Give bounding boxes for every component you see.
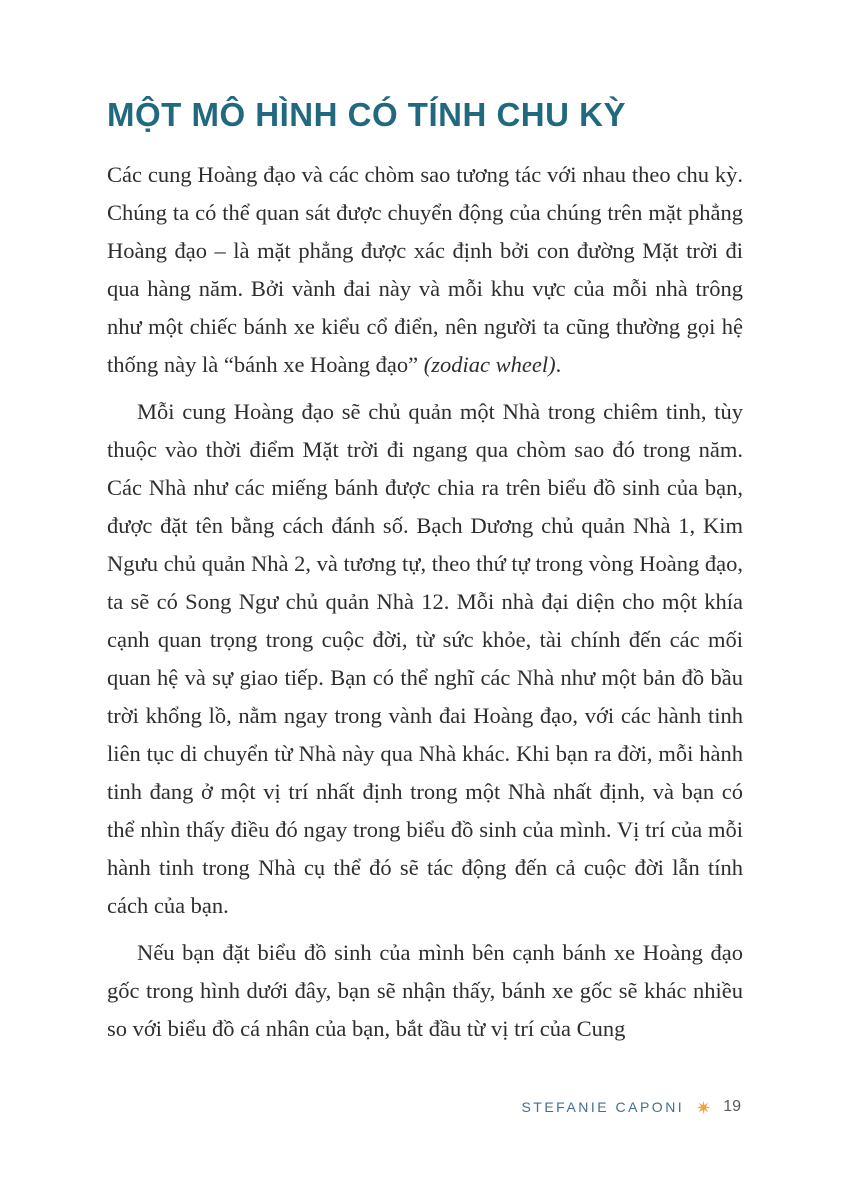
page-footer [521,1098,741,1116]
paragraph-1-italic-phrase: (zodiac wheel) [423,352,556,377]
paragraph-1-suffix: . [555,352,562,377]
sunburst-star-icon [696,1100,711,1115]
chapter-heading: MỘT MÔ HÌNH CÓ TÍNH CHU KỲ [107,96,626,133]
paragraph-2: Mỗi cung Hoàng đạo sẽ chủ quản một Nhà trong chiêm tinh, tùy thuộc vào thời điểm Mặt trời đi ngang qua chòm sao đó trong năm. Các Nhà như các miếng bánh được chia ra trên biểu đồ sinh của bạn, được đặt tên bằng cách đánh số. Bạch Dương chủ quản Nhà 1, Kim Ngưu chủ quản Nhà 2, và tương tự, theo thứ tự trong vòng Hoàng đạo, ta sẽ có Song Ngư chủ quản Nhà 12. Mỗi nhà đại diện cho một khía cạnh quan trọng trong cuộc đời, từ sức khỏe, tài chính đến các mối quan hệ và sự giao tiếp. Bạn có thể nghĩ các Nhà như một bản đồ bầu trời khổng lồ, nằm ngay trong vành đai Hoàng đạo, với các hành tinh liên tục di chuyển từ Nhà này qua Nhà khác. Khi bạn ra đời, mỗi hành tinh đang ở một vị trí nhất định trong một Nhà nhất định, và bạn có thể nhìn thấy điều đó ngay trong biểu đồ sinh của mình. Vị trí của mỗi hành tinh trong Nhà cụ thể đó sẽ tác động đến cả cuộc đời lẫn tính cách của bạn. [107,399,743,918]
running-footer-author: STEFANIE CAPONI [521,1099,685,1115]
paragraph-1 [107,156,743,384]
page-content [107,96,743,1057]
paragraph-3: Nếu bạn đặt biểu đồ sinh của mình bên cạnh bánh xe Hoàng đạo gốc trong hình dưới đây, bạn sẽ nhận thấy, bánh xe gốc sẽ khác nhiều so với biểu đồ cá nhân của bạn, bắt đầu từ vị trí của Cung [107,940,743,1041]
paragraph-1-text: Các cung Hoàng đạo và các chòm sao tương tác với nhau theo chu kỳ. Chúng ta có thể quan sát được chuyển động của chúng trên mặt phẳng Hoàng đạo – là mặt phẳng được xác định bởi con đường Mặt trời đi qua hàng năm. Bởi vành đai này và mỗi khu vực của mỗi nhà trông như một chiếc bánh xe kiểu cổ điển, nên người ta cũng thường gọi hệ thống này là “bánh xe Hoàng đạo” [107,162,743,377]
page-number: 19 [723,1098,741,1115]
